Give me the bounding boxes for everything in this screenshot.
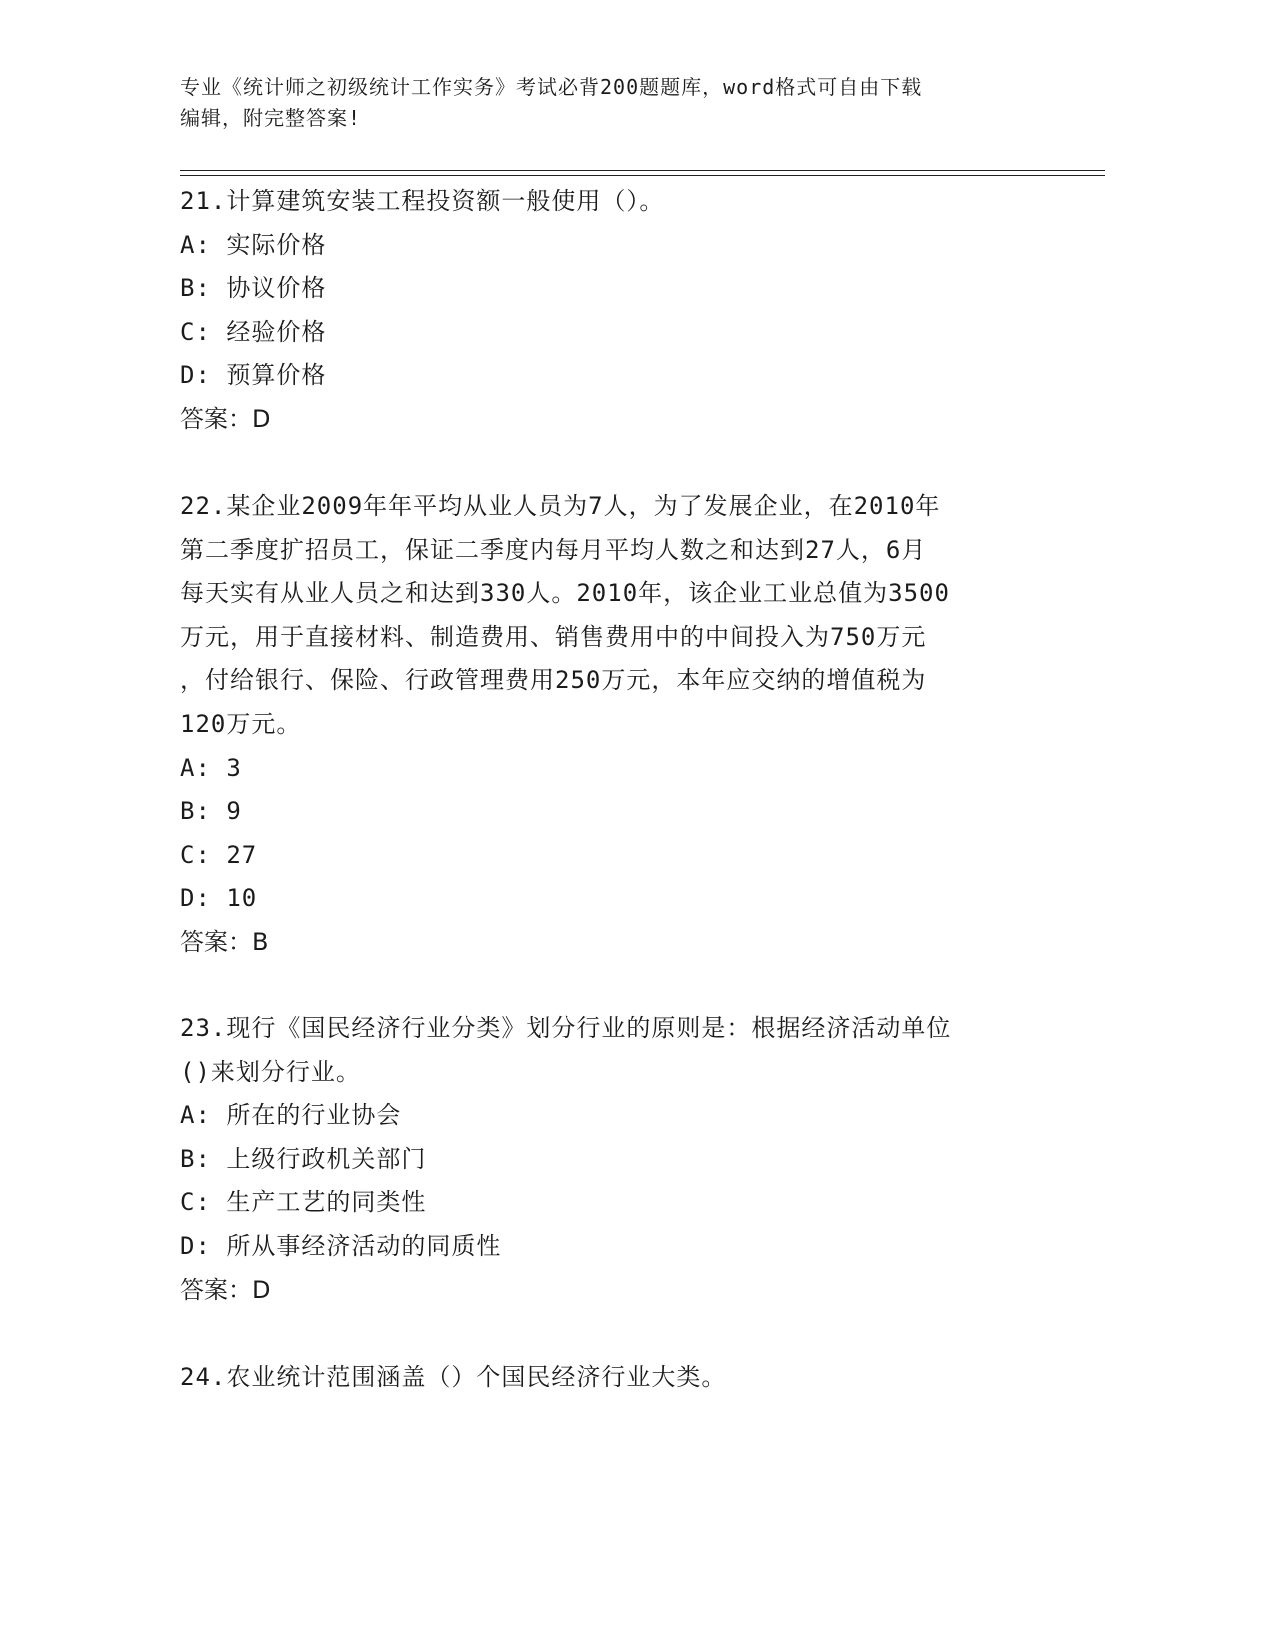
- option-c: C: 经验价格: [180, 317, 327, 346]
- question-stem-line: 万元，用于直接材料、制造费用、销售费用中的中间投入为750万元: [180, 622, 927, 651]
- option-a: A: 实际价格: [180, 230, 327, 259]
- question-stem-line: 第二季度扩招员工，保证二季度内每月平均人数之和达到27人，6月: [180, 535, 927, 564]
- question-stem-line: ()来划分行业。: [180, 1057, 361, 1086]
- question-23: [180, 1007, 1040, 1312]
- question-stem-line: 120万元。: [180, 709, 302, 738]
- option-b: B: 9: [180, 797, 242, 826]
- question-22: [180, 485, 1040, 965]
- question-stem-line: 23.现行《国民经济行业分类》划分行业的原则是：根据经济活动单位: [180, 1014, 952, 1042]
- header-divider-top: [180, 170, 1105, 171]
- question-24: [180, 1356, 1040, 1400]
- question-stem-line: 22.某企业2009年年平均从业人员为7人，为了发展企业，在2010年: [180, 492, 941, 520]
- option-a: A: 所在的行业协会: [180, 1101, 402, 1130]
- option-c: C: 27: [180, 840, 258, 869]
- option-d: D: 预算价格: [180, 361, 327, 390]
- answer: 答案：D: [180, 404, 271, 433]
- answer: 答案：B: [180, 927, 269, 956]
- question-21: [180, 180, 1040, 442]
- option-a: A: 3: [180, 753, 242, 782]
- header-title-line-2: 编辑，附完整答案!: [180, 106, 362, 130]
- document-header: [180, 72, 1060, 134]
- question-stem-line: 每天实有从业人员之和达到330人。2010年，该企业工业总值为3500: [180, 579, 950, 608]
- option-b: B: 上级行政机关部门: [180, 1144, 427, 1173]
- header-divider-bottom: [180, 175, 1105, 176]
- question-stem: 24.农业统计范围涵盖（）个国民经济行业大类。: [180, 1363, 727, 1391]
- option-d: D: 所从事经济活动的同质性: [180, 1231, 502, 1260]
- header-title-line-1: 专业《统计师之初级统计工作实务》考试必背200题题库，word格式可自由下载: [180, 75, 923, 99]
- option-d: D: 10: [180, 884, 258, 913]
- question-stem: 21.计算建筑安装工程投资额一般使用（）。: [180, 187, 665, 215]
- answer: 答案：D: [180, 1275, 271, 1304]
- question-stem-line: ，付给银行、保险、行政管理费用250万元，本年应交纳的增值税为: [180, 666, 927, 695]
- option-b: B: 协议价格: [180, 274, 327, 303]
- option-c: C: 生产工艺的同类性: [180, 1188, 427, 1217]
